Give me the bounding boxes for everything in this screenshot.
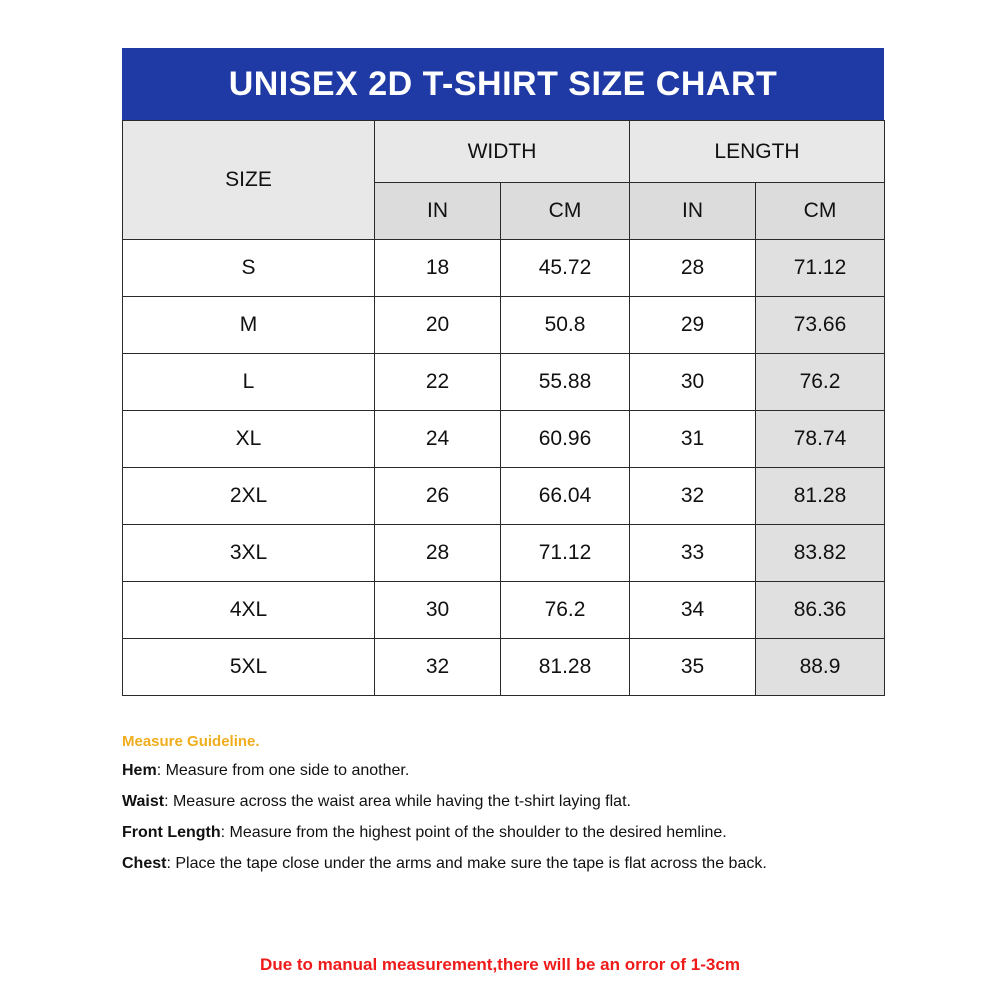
cell-size: 3XL (123, 525, 375, 582)
header-length: LENGTH (630, 121, 885, 183)
guideline-item-label: Waist (122, 793, 165, 810)
cell-length-cm: 73.66 (756, 297, 885, 354)
header-width-in: IN (375, 183, 501, 240)
size-chart-container (122, 48, 884, 696)
cell-length-cm: 83.82 (756, 525, 885, 582)
chart-title-bar (122, 48, 884, 120)
cell-width-cm: 55.88 (501, 354, 630, 411)
guideline-item-text: : Measure from the highest point of the shoulder to the desired hemline. (220, 824, 727, 841)
table-row (123, 525, 885, 582)
cell-length-in: 29 (630, 297, 756, 354)
cell-length-in: 34 (630, 582, 756, 639)
cell-size: S (123, 240, 375, 297)
cell-width-cm: 45.72 (501, 240, 630, 297)
guideline-item (122, 792, 912, 812)
cell-size: L (123, 354, 375, 411)
cell-length-cm: 76.2 (756, 354, 885, 411)
guideline-item-text: : Measure from one side to another. (156, 762, 410, 779)
cell-width-in: 18 (375, 240, 501, 297)
cell-length-in: 33 (630, 525, 756, 582)
header-length-in: IN (630, 183, 756, 240)
cell-width-in: 24 (375, 411, 501, 468)
cell-length-cm: 81.28 (756, 468, 885, 525)
cell-size: 2XL (123, 468, 375, 525)
cell-size: XL (123, 411, 375, 468)
header-length-cm: CM (756, 183, 885, 240)
table-row (123, 354, 885, 411)
table-row (123, 240, 885, 297)
cell-width-in: 30 (375, 582, 501, 639)
cell-width-in: 26 (375, 468, 501, 525)
guideline-item (122, 854, 912, 874)
cell-width-in: 22 (375, 354, 501, 411)
table-row (123, 582, 885, 639)
cell-width-cm: 76.2 (501, 582, 630, 639)
cell-width-in: 28 (375, 525, 501, 582)
cell-width-in: 32 (375, 639, 501, 696)
cell-size: M (123, 297, 375, 354)
cell-length-cm: 71.12 (756, 240, 885, 297)
table-row (123, 468, 885, 525)
cell-length-in: 30 (630, 354, 756, 411)
size-chart-table (122, 120, 885, 696)
table-row (123, 297, 885, 354)
cell-width-cm: 66.04 (501, 468, 630, 525)
guideline-item (122, 823, 912, 843)
cell-length-in: 35 (630, 639, 756, 696)
guideline-item (122, 761, 912, 781)
cell-length-in: 28 (630, 240, 756, 297)
table-row (123, 639, 885, 696)
header-size: SIZE (123, 121, 375, 240)
cell-width-cm: 60.96 (501, 411, 630, 468)
cell-length-cm: 78.74 (756, 411, 885, 468)
cell-length-in: 31 (630, 411, 756, 468)
cell-length-cm: 88.9 (756, 639, 885, 696)
cell-length-cm: 86.36 (756, 582, 885, 639)
cell-width-cm: 50.8 (501, 297, 630, 354)
cell-width-cm: 71.12 (501, 525, 630, 582)
table-body (123, 240, 885, 696)
guideline-item-text: : Place the tape close under the arms and make sure the tape is flat across the back. (166, 855, 767, 872)
cell-width-in: 20 (375, 297, 501, 354)
measure-guideline-section (122, 733, 912, 885)
cell-length-in: 32 (630, 468, 756, 525)
measurement-disclaimer: Due to manual measurement,there will be an orror of 1-3cm (260, 955, 740, 974)
cell-width-cm: 81.28 (501, 639, 630, 696)
guideline-item-label: Hem (122, 762, 157, 779)
guideline-item-text: : Measure across the waist area while having the t-shirt laying flat. (164, 793, 631, 810)
guideline-item-label: Front Length (122, 824, 221, 841)
table-header-row-primary (123, 121, 885, 183)
cell-size: 4XL (123, 582, 375, 639)
cell-size: 5XL (123, 639, 375, 696)
header-width: WIDTH (375, 121, 630, 183)
page-title: UNISEX 2D T-SHIRT SIZE CHART (228, 64, 778, 103)
header-width-cm: CM (501, 183, 630, 240)
table-head (123, 121, 885, 240)
guideline-item-label: Chest (122, 855, 167, 872)
table-row (123, 411, 885, 468)
guideline-title: Measure Guideline. (122, 733, 260, 750)
